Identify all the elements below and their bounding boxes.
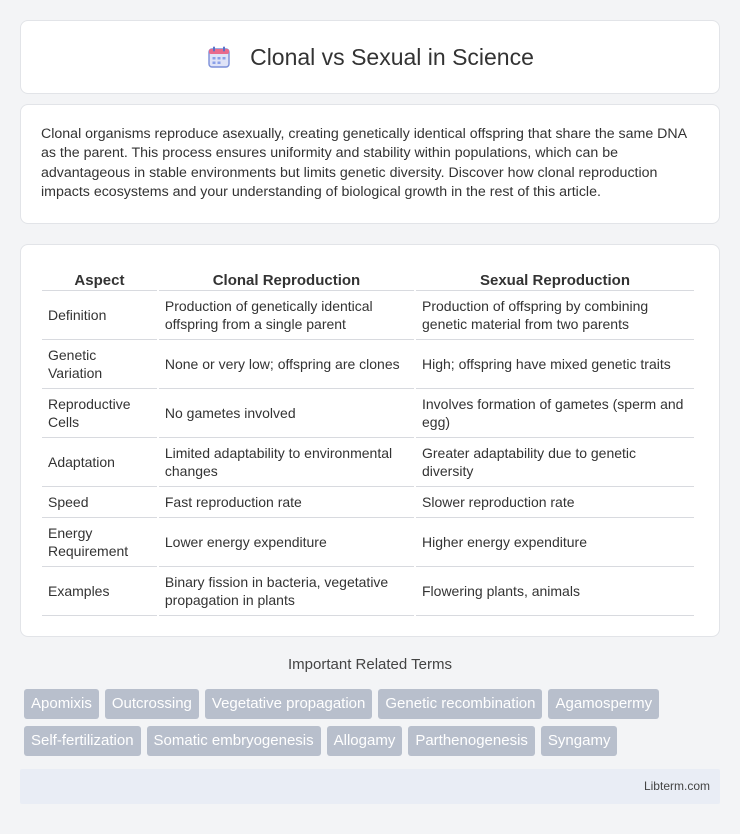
term-tag[interactable]: Outcrossing: [105, 689, 199, 719]
term-tag[interactable]: Somatic embryogenesis: [147, 726, 321, 756]
table-cell: Energy Requirement: [42, 518, 157, 567]
table-cell: High; offspring have mixed genetic traits: [416, 340, 694, 389]
term-tag[interactable]: Parthenogenesis: [408, 726, 535, 756]
term-tag[interactable]: Agamospermy: [548, 689, 659, 719]
column-header-clonal: Clonal Reproduction: [159, 265, 414, 291]
footer-brand-link[interactable]: Libterm.com: [643, 779, 710, 793]
table-cell: Production of offspring by combining genetic material from two parents: [416, 291, 694, 340]
table-cell: Definition: [42, 291, 157, 340]
table-row: [42, 291, 694, 340]
table-row: [42, 389, 694, 438]
table-cell: Greater adaptability due to genetic diversity: [416, 438, 694, 487]
table-cell: Reproductive Cells: [42, 389, 157, 438]
term-tag[interactable]: Genetic recombination: [378, 689, 542, 719]
comparison-table-card: [20, 244, 720, 637]
table-row: [42, 518, 694, 567]
term-tag[interactable]: Apomixis: [24, 689, 99, 719]
table-row: [42, 438, 694, 487]
table-row: [42, 340, 694, 389]
column-header-sexual: Sexual Reproduction: [416, 265, 694, 291]
table-cell: Involves formation of gametes (sperm and egg): [416, 389, 694, 438]
table-cell: Examples: [42, 567, 157, 616]
table-cell: No gametes involved: [159, 389, 414, 438]
comparison-table: [40, 265, 696, 616]
page-title: Clonal vs Sexual in Science: [250, 43, 534, 70]
table-cell: Adaptation: [42, 438, 157, 487]
footer: [20, 769, 720, 804]
table-cell: Genetic Variation: [42, 340, 157, 389]
intro-paragraph: Clonal organisms reproduce asexually, creating genetically identical offspring that share the same DNA as the parent. This process ensures uniformity and stability within populations, which can be advantageous in stable environments but limits genetic diversity. Discover how clonal reproduction impacts ecosystems and your understanding of biological growth in the rest of this article.: [41, 126, 687, 201]
term-tag[interactable]: Allogamy: [327, 726, 403, 756]
table-cell: Lower energy expenditure: [159, 518, 414, 567]
table-row: [42, 567, 694, 616]
table-cell: Slower reproduction rate: [416, 487, 694, 518]
column-header-aspect: Aspect: [42, 265, 157, 291]
table-cell: Production of genetically identical offspring from a single parent: [159, 291, 414, 340]
table-cell: Fast reproduction rate: [159, 487, 414, 518]
table-cell: Limited adaptability to environmental changes: [159, 438, 414, 487]
title-card: [20, 20, 720, 94]
table-row: [42, 487, 694, 518]
term-tag[interactable]: Syngamy: [541, 726, 618, 756]
intro-card: [20, 104, 720, 224]
calendar-icon: [206, 44, 232, 70]
table-cell: Flowering plants, animals: [416, 567, 694, 616]
table-cell: Higher energy expenditure: [416, 518, 694, 567]
table-cell: Speed: [42, 487, 157, 518]
table-cell: None or very low; offspring are clones: [159, 340, 414, 389]
related-terms-list: [24, 689, 724, 756]
table-header-row: [42, 265, 694, 291]
table-cell: Binary fission in bacteria, vegetative propagation in plants: [159, 567, 414, 616]
related-terms-heading: Important Related Terms: [288, 656, 452, 673]
term-tag[interactable]: Vegetative propagation: [205, 689, 372, 719]
term-tag[interactable]: Self-fertilization: [24, 726, 141, 756]
